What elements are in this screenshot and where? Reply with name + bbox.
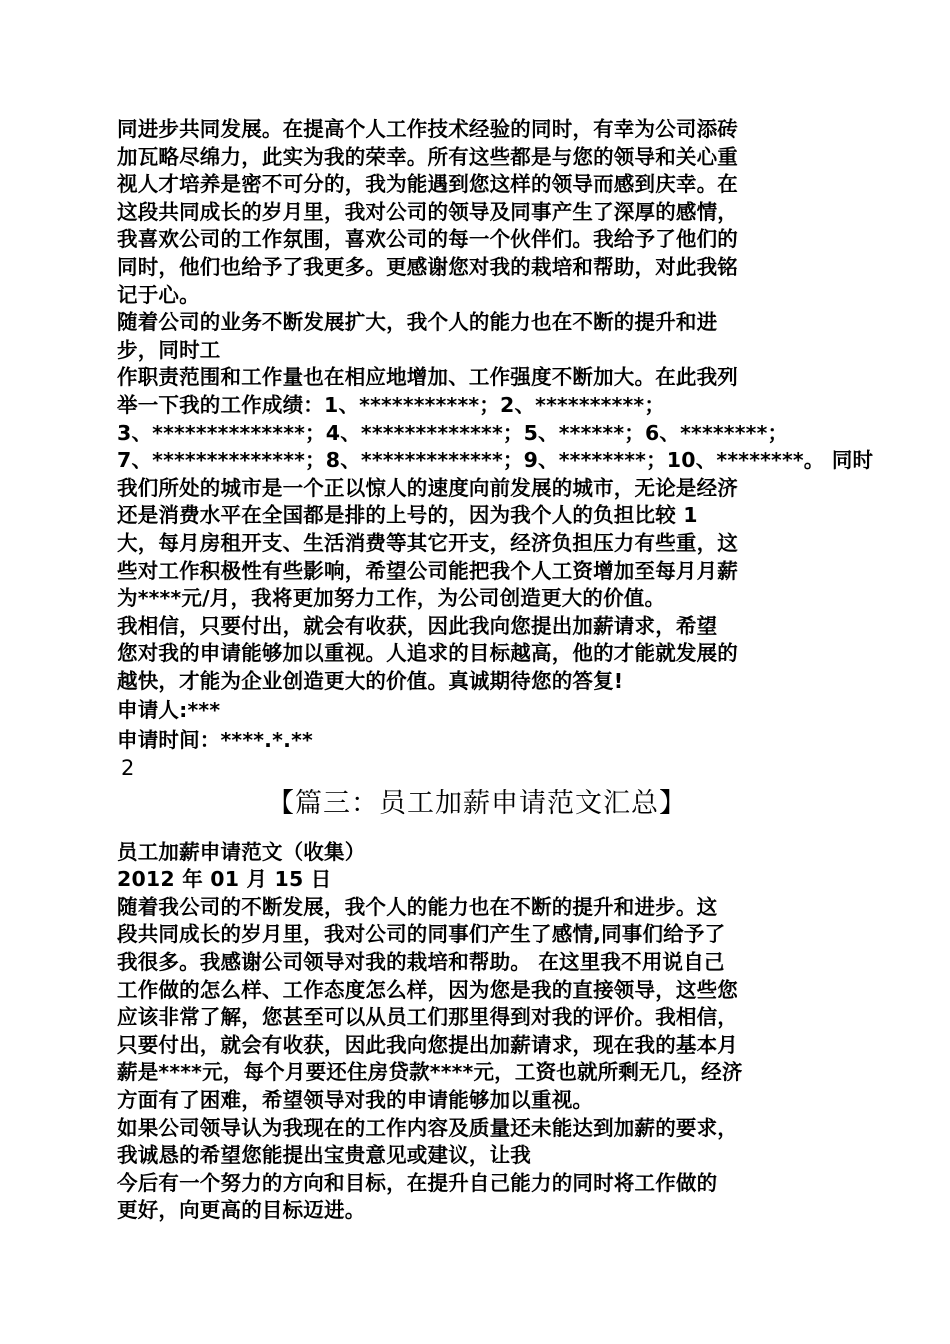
- text-line: 我很多。我感谢公司领导对我的栽培和帮助。 在这里我不用说自己: [117, 950, 725, 975]
- text-line: 段共同成长的岁月里，我对公司的同事们产生了感情,同事们给予了: [117, 922, 726, 947]
- text-line: 随着我公司的不断发展，我个人的能力也在不断的提升和进步。这: [117, 894, 718, 919]
- letter-body-part2: [117, 839, 837, 1225]
- text-line: 我诚恳的希望您能提出宝贵意见或建议，让我: [117, 1143, 531, 1168]
- article-date: 2012 年 01 月 15 日: [117, 867, 332, 892]
- text-line: 同进步共同发展。在提高个人工作技术经验的同时，有幸为公司添砖: [117, 117, 738, 141]
- text-line: 3、**************；4、*************；5、******；6、********；: [117, 420, 789, 445]
- letter-body-part1: [117, 116, 874, 781]
- text-line: 今后有一个努力的方向和目标，在提升自己能力的同时将工作做的: [117, 1170, 718, 1195]
- text-line: 工作做的怎么样、工作态度怎么样，因为您是我的直接领导，这些您: [117, 977, 738, 1002]
- text-line: 随着公司的业务不断发展扩大，我个人的能力也在不断的提升和进: [117, 310, 718, 335]
- document-page: [117, 116, 874, 1225]
- applicant-line: 申请人:***: [117, 698, 221, 723]
- text-line: 这段共同成长的岁月里，我对公司的领导及同事产生了深厚的感情，: [117, 199, 738, 224]
- text-line: 更好，向更高的目标迈进。: [117, 1198, 366, 1223]
- text-line: 大，每月房租开支、生活消费等其它开支，经济负担压力有些重，这: [117, 530, 738, 555]
- text-line: 同时，他们也给予了我更多。更感谢您对我的栽培和帮助，对此我铭: [117, 254, 738, 279]
- text-line: 举一下我的工作成绩：1、***********；2、**********；: [117, 392, 666, 417]
- text-line: 我喜欢公司的工作氛围，喜欢公司的每一个伙伴们。我给予了他们的: [117, 227, 738, 252]
- text-line: 视人才培养是密不可分的，我为能遇到您这样的领导而感到庆幸。在: [117, 172, 738, 197]
- text-line: 记于心。: [117, 282, 200, 307]
- section-title: 【篇三：员工加薪申请范文汇总】: [267, 787, 687, 819]
- text-line: 加瓦略尽绵力，此实为我的荣幸。所有这些都是与您的领导和关心重: [117, 144, 738, 169]
- text-line: 我们所处的城市是一个正以惊人的速度向前发展的城市，无论是经济: [117, 475, 738, 500]
- text-line: 为****元/月，我将更加努力工作，为公司创造更大的价值。: [117, 586, 666, 611]
- text-line: 您对我的申请能够加以重视。人追求的目标越高，他的才能就发展的: [117, 641, 738, 666]
- text-line: 步，同时工: [117, 337, 221, 362]
- text-line: 方面有了困难，希望领导对我的申请能够加以重视。: [117, 1088, 594, 1112]
- text-line: 只要付出，就会有收获，因此我向您提出加薪请求，现在我的基本月: [117, 1032, 738, 1057]
- text-line: 应该非常了解，您甚至可以从员工们那里得到对我的评价。我相信，: [117, 1005, 738, 1030]
- text-line: 作职责范围和工作量也在相应地增加、工作强度不断加大。在此我列: [117, 365, 738, 390]
- text-line: 如果公司领导认为我现在的工作内容及质量还未能达到加薪的要求，: [117, 1115, 738, 1140]
- application-date-line: 申请时间：****.*.**: [117, 728, 313, 753]
- text-line: 越快，才能为企业创造更大的价值。真诚期待您的答复!: [117, 668, 624, 693]
- text-line: 还是消费水平在全国都是排的上号的，因为我个人的负担比较 1: [117, 503, 698, 528]
- text-line: 我相信，只要付出，就会有收获，因此我向您提出加薪请求，希望: [117, 613, 718, 638]
- text-line: 些对工作积极性有些影响，希望公司能把我个人工资增加至每月月薪: [117, 558, 738, 583]
- page-number: 2: [121, 755, 135, 780]
- article-heading: 员工加薪申请范文（收集）: [117, 839, 366, 864]
- text-line: 薪是****元，每个月要还住房贷款****元，工资也就所剩无几，经济: [117, 1060, 743, 1085]
- text-line: 7、**************；8、*************；9、********；10、********。 同时: [117, 448, 874, 473]
